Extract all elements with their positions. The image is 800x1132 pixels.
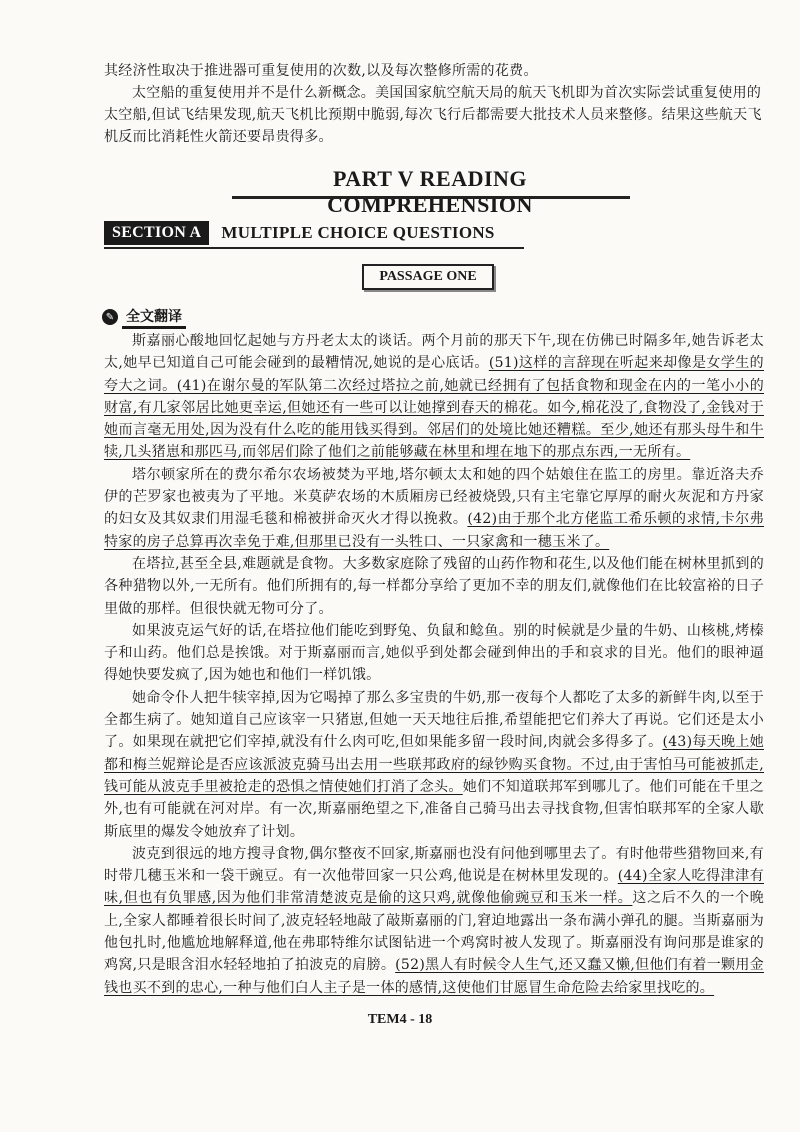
sentence: 这之后不久的一个晚上,全家人都睡着很长时间了,波克轻轻地敲了敲斯嘉丽的门,窘迫地露出一条布满小弹孔的腿。当斯嘉丽为他包扎时,他尴尬地解释道,他在弗耶特维尔试图钻进一个鸡窝时被人发现了。斯嘉丽没有询问那是谁家的鸡窝,只是眼含泪水轻轻地拍了拍波克的肩膀。 xyxy=(104,890,764,974)
translation-body xyxy=(104,330,764,999)
paragraph: 太空船的重复使用并不是什么新概念。美国国家航空航天局的航天飞机即为首次实际尝试重复使用的太空船,但试飞结果发现,航天飞机比预期中脆弱,每次飞行后都需要大批技术人员来整修。结果这些航天飞机反而比消耗性火箭还要昂贵得多。 xyxy=(104,85,762,145)
underlined-sentence: 如今,棉花没了,食物没了,金钱对于她而言毫无用处,因为没有什么吃的能用钱买得到。邻居们的处境比她还糟糕。至少,她还有那头母牛和牛犊,几头猪崽和那匹马,而邻居们除了他们之前能够藏在林里和埋在地下的那点东西,一无所有。 xyxy=(104,399,765,461)
paragraph xyxy=(104,843,764,999)
section-title: MULTIPLE CHOICE QUESTIONS xyxy=(221,223,495,242)
sentence: 塔尔顿家所在的费尔希尔农场被焚为平地,塔尔顿太太和她的四个姑娘住在监工的房里。靠近洛夫乔伊的芒罗家也被夷为了平地。米莫萨农场的木质厢房已经被烧毁,只有主宅靠它厚厚的耐火灰泥和方丹家的妇女及其奴隶们用湿毛毯和棉被拼命灭火才得以挽救。 xyxy=(104,466,764,528)
paragraph: 在塔拉,甚至全县,难题就是食物。大多数家庭除了残留的山药作物和花生,以及他们能在树林里抓到的各种猎物以外,一无所有。他们所拥有的,每一样都分享给了更加不幸的朋友们,就像他们在比较富裕的日子里做的那样。但很快就无物可分了。 xyxy=(104,555,764,617)
sentence: 斯嘉丽心酸地回忆起她与方丹老太太的谈话。两个月前的那天下午,现在仿佛已时隔多年,她告诉老太太,她早已知道自己可能会碰到的最糟情况,她说的是心底话。 xyxy=(104,333,764,372)
paragraph xyxy=(104,687,764,843)
sentence: 波克到很远的地方搜寻食物,偶尔整夜不回家,斯嘉丽也没有问他到哪里去了。有时他带些猎物回来,有时带几穗玉米和一袋干豌豆。有一次他带回家一只公鸡,他说是在树林里发现的。 xyxy=(104,845,764,885)
sentence: 她们不知道联邦军到哪儿了。他们可能在千里之外,也有可能就在河对岸。有一次,斯嘉丽绝望之下,准备自己骑马出去寻找食物,但害怕联邦军的全家人歇斯底里的爆发令她放弃了计划。 xyxy=(104,778,764,840)
underlined-sentence-44: (44)全家人吃得津津有味,但也有负罪感,因为他们非常清楚波克是偷的这只鸡,就像他偷豌豆和玉米一样。 xyxy=(104,868,764,907)
paragraph xyxy=(104,330,764,464)
sentence: 她命令仆人把牛犊宰掉,因为它喝掉了那么多宝贵的牛奶,那一夜每个人都吃了太多的新鲜牛肉,以至于全都生病了。她知道自己应该宰一只猪崽,但她一天天地往后推,希望能把它们养大了再说。它们还是太小了。如果现在就把它们宰掉,就没有什么肉可吃,但如果能多留一段时间,肉就会多得多了。 xyxy=(104,689,764,751)
paragraph xyxy=(104,464,764,553)
underlined-sentence-42: (42)由于那个北方佬监工希乐顿的求情,卡尔弗特家的房子总算再次幸免于难,但那里已没有一头牲口、一只家禽和一穗玉米了。 xyxy=(104,511,765,550)
section-badge: SECTION A xyxy=(104,221,209,245)
section-heading xyxy=(104,220,534,246)
translation-heading xyxy=(102,306,186,328)
underlined-sentence-41: (41)在谢尔曼的军队第二次经过塔拉之前,她就已经拥有了包括食物和现金在内的一笔小小的财富,有几家邻居比她更幸运,但她还有一些可以让她撑到春天的棉花。 xyxy=(104,377,764,416)
previous-passage-translation xyxy=(104,60,764,148)
underlined-sentence-52: (52)黑人有时候令人生气,还又蠢又懒,但他们有着一颗用金钱也买不到的忠心,一种与他们白人主子是一体的感情,这使他们甘愿冒生命危险去给家里找吃的。 xyxy=(104,957,765,996)
underlined-sentence-43: (43)每天晚上她都和梅兰妮辩论是否应该派波克骑马出去用一些联邦政府的绿钞购买食物。不过,由于害怕马可能被抓走,钱可能从波克手里被抢走的恐惧之情使她们打消了念头。 xyxy=(104,734,764,795)
passage-label: PASSAGE ONE xyxy=(362,264,494,290)
translation-heading-label: 全文翻译 xyxy=(122,306,186,329)
page-number: TEM4 - 18 xyxy=(367,1012,433,1027)
divider xyxy=(104,247,524,249)
divider xyxy=(232,196,630,199)
part-title: PART V READING COMPREHENSION xyxy=(327,166,533,217)
pen-icon: ✎ xyxy=(102,309,118,325)
underlined-sentence-51: (51)这样的言辞现在听起来却像是女学生的夸大之词。 xyxy=(104,355,764,394)
paragraph: 如果波克运气好的话,在塔拉他们能吃到野兔、负鼠和鲶鱼。别的时候就是少量的牛奶、山核桃,烤榛子和山药。他们总是挨饿。对于斯嘉丽而言,她似乎到处都会碰到伸出的手和哀求的目光。他们的眼神逼得她快要发疯了,因为她也和他们一样饥饿。 xyxy=(104,622,764,684)
paragraph: 其经济性取决于推进器可重复使用的次数,以及每次整修所需的花费。 xyxy=(104,63,538,79)
